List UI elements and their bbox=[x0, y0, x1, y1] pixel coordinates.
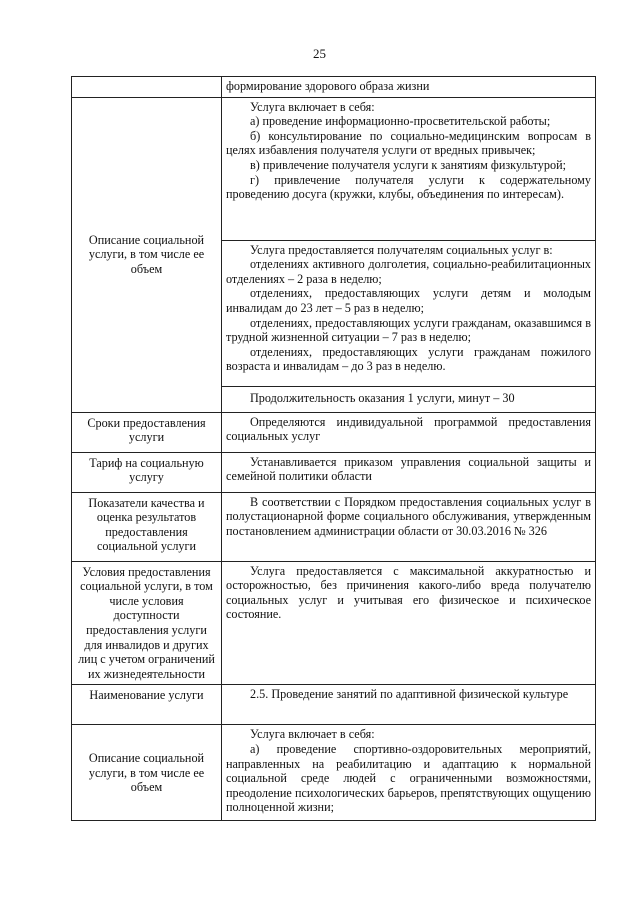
right-cell bbox=[222, 97, 596, 240]
cell-text: формирование здорового образа жизни bbox=[226, 79, 430, 93]
cell-text: отделениях, предоставляющих услуги гражданам, оказавшимся в трудной жизненной ситуации – 7 раз в неделю; bbox=[226, 315, 591, 345]
service-table bbox=[71, 76, 596, 821]
left-cell: Описание социальной услуги, в том числе ее объем bbox=[72, 97, 222, 412]
cell-text: а) проведение спортивно-оздоровительных мероприятий, направленных на реабилитацию и адаптацию к нормальной социальной среде людей с ограниченными возможностями, преодоление психологических барьеров, препятствующих ощущению полноценной жизни; bbox=[226, 741, 591, 815]
cell-text: Определяются индивидуальной программой предоставления социальных услуг bbox=[226, 414, 591, 444]
table-row bbox=[72, 412, 596, 452]
left-cell: Описание социальной услуги, в том числе ее объем bbox=[72, 725, 222, 821]
cell-text: а) проведение информационно-просветительской работы; bbox=[250, 114, 551, 129]
table-row bbox=[72, 77, 596, 98]
left-cell: Наименование услуги bbox=[72, 685, 222, 725]
right-cell bbox=[222, 725, 596, 821]
right-cell bbox=[222, 685, 596, 725]
cell-text: Продолжительность оказания 1 услуги, минут – 30 bbox=[250, 391, 515, 406]
cell-text: отделениях, предоставляющих услуги детям и молодым инвалидам до 23 лет – 5 раз в неделю; bbox=[226, 286, 591, 315]
table-row bbox=[72, 97, 596, 240]
cell-text: г) привлечение получателя услуги к содержательному проведению досуга (кружки, клубы, объединения по интересам). bbox=[226, 172, 591, 202]
cell-text: Устанавливается приказом управления социальной защиты и семейной политики области bbox=[226, 454, 591, 484]
left-cell bbox=[72, 77, 222, 98]
cell-text: Услуга включает в себя: bbox=[250, 99, 375, 114]
cell-text: В соответствии с Порядком предоставления социальных услуг в полустационарной форме социального обслуживания, утвержденным постановлением администрации области от 30.03.2016 № 326 bbox=[226, 494, 591, 538]
right-cell bbox=[222, 561, 596, 685]
cell-text: б) консультирование по социально-медицинским вопросам в целях избавления получателя услуги от вредных привычек; bbox=[226, 128, 591, 158]
left-cell: Сроки предоставления услуги bbox=[72, 412, 222, 452]
right-cell bbox=[222, 492, 596, 561]
page-number: 25 bbox=[313, 46, 326, 61]
right-cell bbox=[222, 77, 596, 98]
table-row bbox=[72, 452, 596, 492]
cell-text: 2.5. Проведение занятий по адаптивной физической культуре bbox=[250, 687, 569, 702]
cell-text: Услуга включает в себя: bbox=[250, 727, 375, 742]
right-cell bbox=[222, 412, 596, 452]
table-row bbox=[72, 492, 596, 561]
table-row bbox=[72, 725, 596, 821]
left-cell: Показатели качества и оценка результатов предоставления социальной услуги bbox=[72, 492, 222, 561]
right-cell bbox=[222, 452, 596, 492]
left-cell: Условия предоставления социальной услуги, в том числе условия доступности предоставления услуги для инвалидов и других лиц с учетом ограничений их жизнедеятельности bbox=[72, 561, 222, 685]
right-cell bbox=[222, 386, 596, 412]
table-row bbox=[72, 685, 596, 725]
cell-text: Услуга предоставляется получателям социальных услуг в: bbox=[250, 242, 553, 257]
cell-text: в) привлечение получателя услуги к занятиям физкультурой; bbox=[250, 157, 566, 172]
table-row bbox=[72, 561, 596, 685]
cell-text: Услуга предоставляется с максимальной аккуратностью и осторожностью, без причинения какого-либо вреда получателю социальных услуг и учитывая его физическое и психическое состояние. bbox=[226, 563, 591, 622]
cell-text: отделениях, предоставляющих услуги гражданам пожилого возраста и инвалидам – до 3 раз в неделю. bbox=[226, 344, 591, 374]
right-cell bbox=[222, 240, 596, 386]
cell-text: отделениях активного долголетия, социально-реабилитационных отделениях – 2 раза в неделю; bbox=[226, 257, 591, 286]
left-cell: Тариф на социальную услугу bbox=[72, 452, 222, 492]
